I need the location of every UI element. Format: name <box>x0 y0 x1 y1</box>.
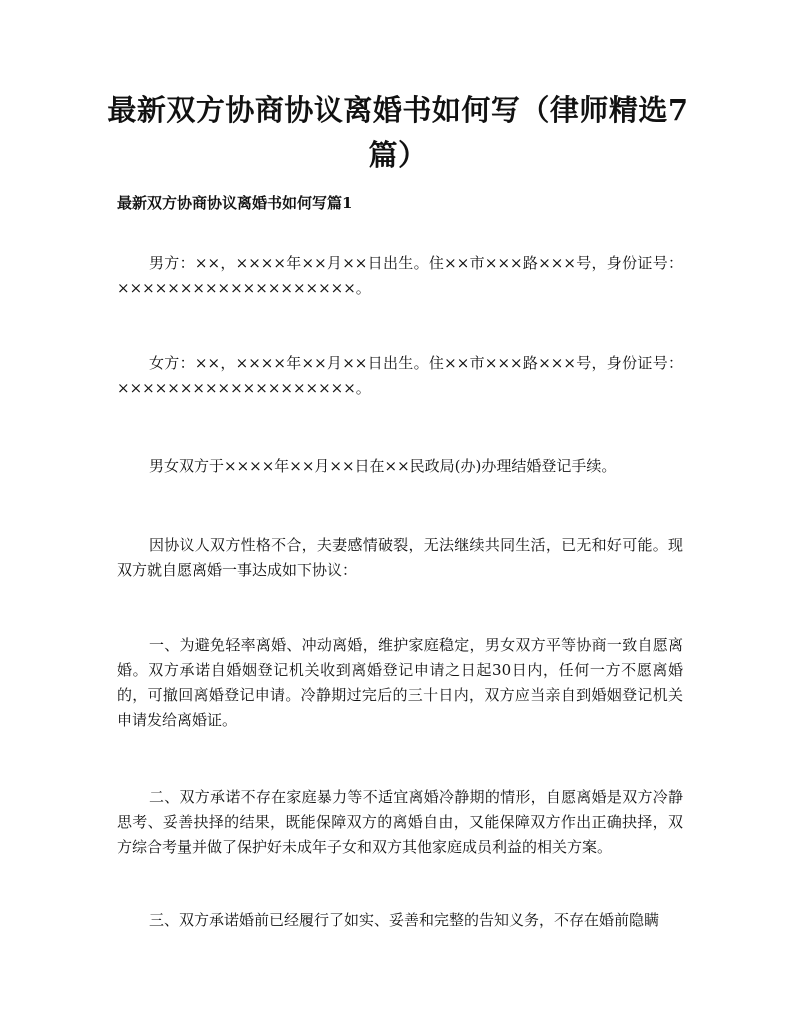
paragraph-male-party: 男方：××，××××年××月××日出生。住××市×××路×××号，身份证号：×××××××××××××××××××。 <box>117 254 683 297</box>
paragraph-reason: 因协议人双方性格不合，夫妻感情破裂，无法继续共同生活，已无和好可能。现双方就自愿离婚一事达成如下协议： <box>117 536 683 579</box>
paragraph-clause-3: 三、双方承诺婚前已经履行了如实、妥善和完整的告知义务，不存在婚前隐瞒 <box>149 911 660 929</box>
document-title: 最新双方协商协议离婚书如何写（律师精选7篇） <box>107 93 689 172</box>
paragraph-female-party: 女方：××，××××年××月××日出生。住××市×××路×××号，身份证号：×××××××××××××××××××。 <box>117 354 683 397</box>
paragraph-clause-1: 一、为避免轻率离婚、冲动离婚，维护家庭稳定，男女双方平等协商一致自愿离婚。双方承诺自婚姻登记机关收到离婚登记申请之日起30日内，任何一方不愿离婚的，可撤回离婚登记申请。冷静期过完后的三十日内，双方应当亲自到婚姻登记机关申请发给离婚证。 <box>117 636 683 729</box>
section-heading: 最新双方协商协议离婚书如何写篇1 <box>117 194 353 212</box>
paragraph-marriage-registration: 男女双方于××××年××月××日在××民政局(办)办理结婚登记手续。 <box>149 457 617 475</box>
paragraph-clause-2: 二、双方承诺不存在家庭暴力等不适宜离婚冷静期的情形，自愿离婚是双方冷静思考、妥善抉择的结果，既能保障双方的离婚自由，又能保障双方作出正确抉择，双方综合考量并做了保护好未成年子女和双方其他家庭成员利益的相关方案。 <box>117 788 683 856</box>
